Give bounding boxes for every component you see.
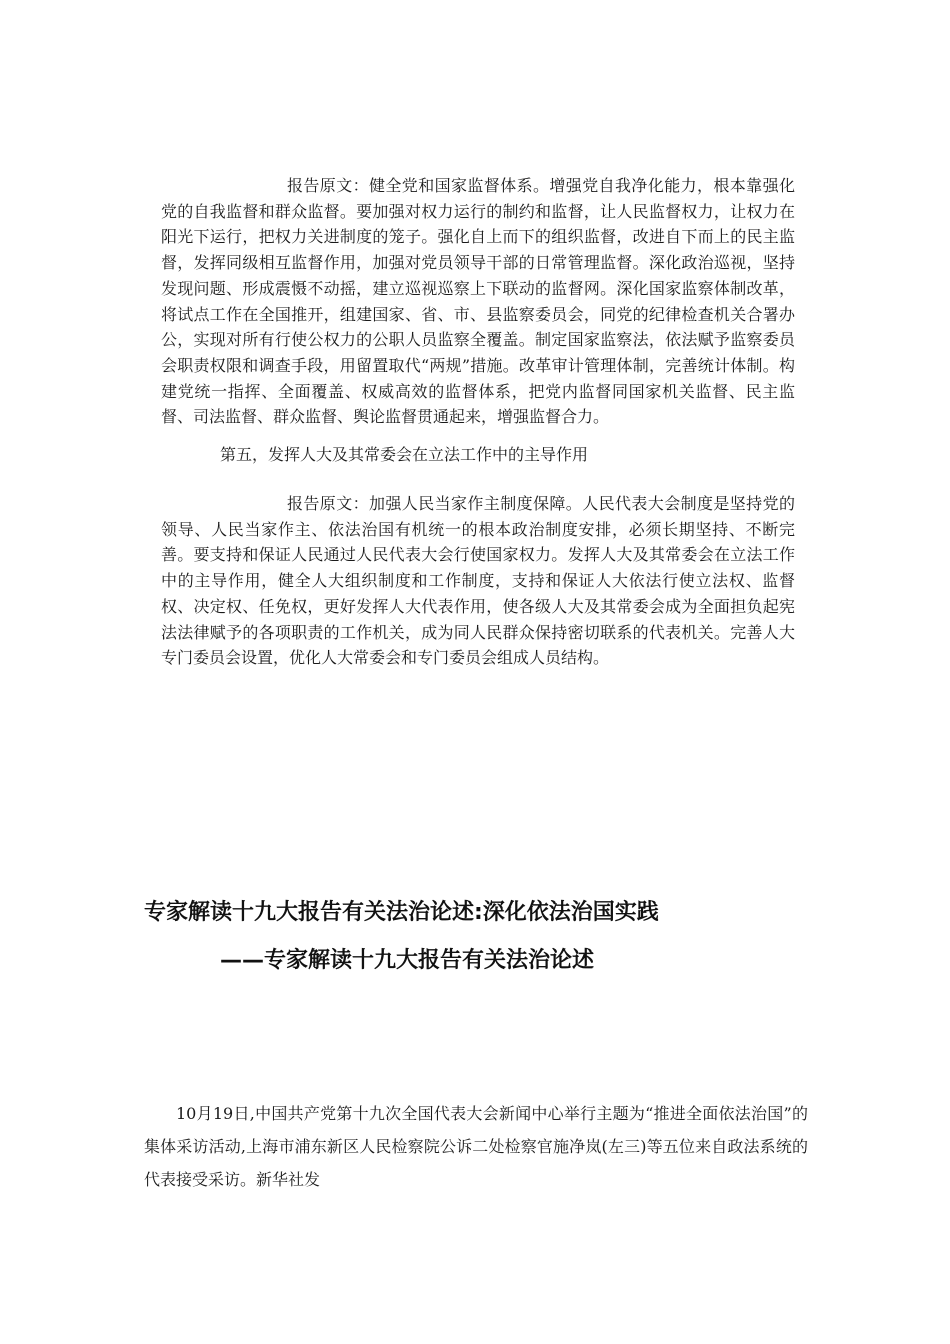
report-excerpt-paragraph-2: 报告原文：加强人民当家作主制度保障。人民代表大会制度是坚持党的领导、人民当家作主、依法治国有机统一的根本政治制度安排，必须长期坚持、不断完善。要支持和保证人民通过人民代表大会行使国家权力。发挥人大及其常委会在立法工作中的主导作用，健全人大组织制度和工作制度，支持和保证人大依法行使立法权、监督权、决定权、任免权，更好发挥人大代表作用，使各级人大及其常委会成为全面担负起宪法法律赋予的各项职责的工作机关，成为同人民群众保持密切联系的代表机关。完善人大专门委员会设置，优化人大常委会和专门委员会组成人员结构。: [161, 494, 795, 668]
section-heading-fifth: 第五，发挥人大及其常委会在立法工作中的主导作用: [220, 445, 589, 464]
news-photo-caption-paragraph: 10月19日,中国共产党第十九次全国代表大会新闻中心举行主题为“推进全面依法治国”的集体采访活动,上海市浦东新区人民检察院公诉二处检察官施净岚(左三)等五位来自政法系统的代表接受采访。新华社发: [144, 1104, 808, 1189]
article-title: 专家解读十九大报告有关法治论述:深化依法治国实践: [144, 900, 659, 925]
report-excerpt-paragraph-1: 报告原文：健全党和国家监督体系。增强党自我净化能力，根本靠强化党的自我监督和群众监督。要加强对权力运行的制约和监督，让人民监督权力，让权力在阳光下运行，把权力关进制度的笼子。强化自上而下的组织监督，改进自下而上的民主监督，发挥同级相互监督作用，加强对党员领导干部的日常管理监督。深化政治巡视，坚持发现问题、形成震慑不动摇，建立巡视巡察上下联动的监督网。深化国家监察体制改革，将试点工作在全国推开，组建国家、省、市、县监察委员会，同党的纪律检查机关合署办公，实现对所有行使公权力的公职人员监察全覆盖。制定国家监察法，依法赋予监察委员会职责权限和调查手段，用留置取代“两规”措施。改革审计管理体制，完善统计体制。构建党统一指挥、全面覆盖、权威高效的监督体系，把党内监督同国家机关监督、民主监督、司法监督、群众监督、舆论监督贯通起来，增强监督合力。: [161, 176, 795, 427]
article-subtitle: ——专家解读十九大报告有关法治论述: [220, 948, 595, 973]
